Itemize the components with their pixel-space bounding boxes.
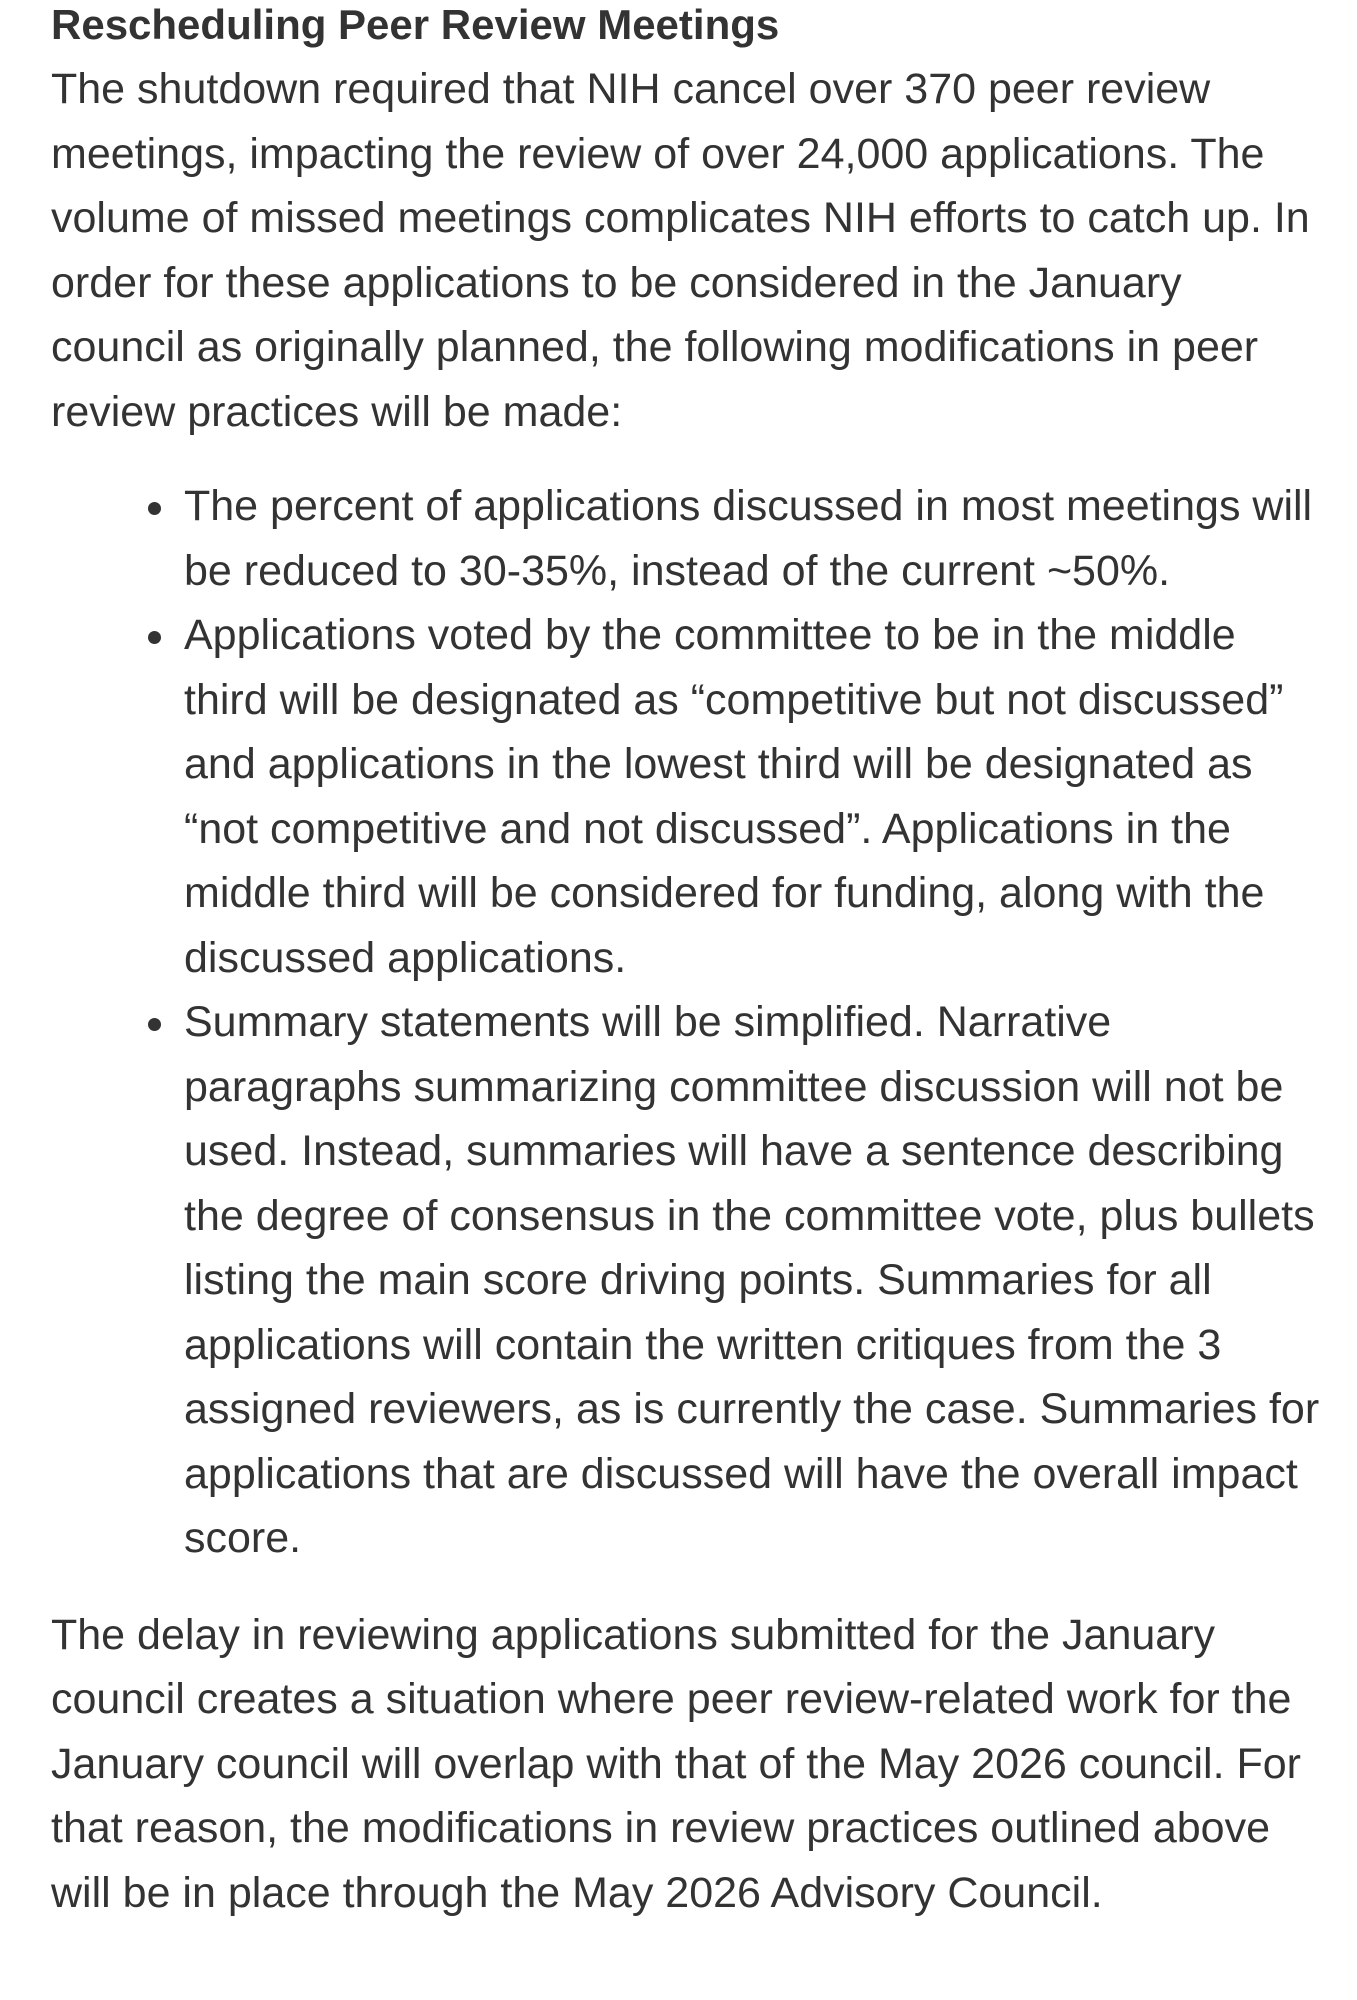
document-body (51, 0, 1321, 1925)
list-item-text: The percent of applications discussed in most meetings will be reduced to 30-35%, instead of the current ~50%. (184, 482, 1313, 595)
list-item (184, 990, 1321, 1571)
section-heading: Rescheduling Peer Review Meetings (51, 1, 780, 48)
list-item-text: Applications voted by the committee to be in the middle third will be designated as “competitive but not discussed” and applications in the lowest third will be designated as “not competitive and not discussed”. Applications in the middle third will be considered for funding, along with the discussed applications. (184, 611, 1284, 982)
bullet-icon (148, 502, 161, 515)
list-item-text: Summary statements will be simplified. Narrative paragraphs summarizing committee discussion will not be used. Instead, summaries will have a sentence describing the degree of consensus in the committee vote, plus bullets listing the main score driving points. Summaries for all applications will contain the written critiques from the 3 assigned reviewers, as is currently the case. Summaries for applications that are discussed will have the overall impact score. (184, 998, 1320, 1562)
closing-paragraph: The delay in reviewing applications submitted for the January council creates a situation where peer review-related work for the January council will overlap with that of the May 2026 council. For that reason, the modifications in review practices outlined above will be in place through the May 2026 Advisory Council. (51, 1610, 1302, 1917)
list-item (184, 603, 1321, 990)
bullet-icon (148, 631, 161, 644)
modifications-list (51, 474, 1321, 1571)
bullet-icon (148, 1018, 161, 1031)
intro-paragraph: The shutdown required that NIH cancel over 370 peer review meetings, impacting the review of over 24,000 applications. The volume of missed meetings complicates NIH efforts to catch up. In order for these applications to be considered in the January council as originally planned, the following modifications in peer review practices will be made: (51, 65, 1310, 436)
list-item (184, 474, 1321, 603)
